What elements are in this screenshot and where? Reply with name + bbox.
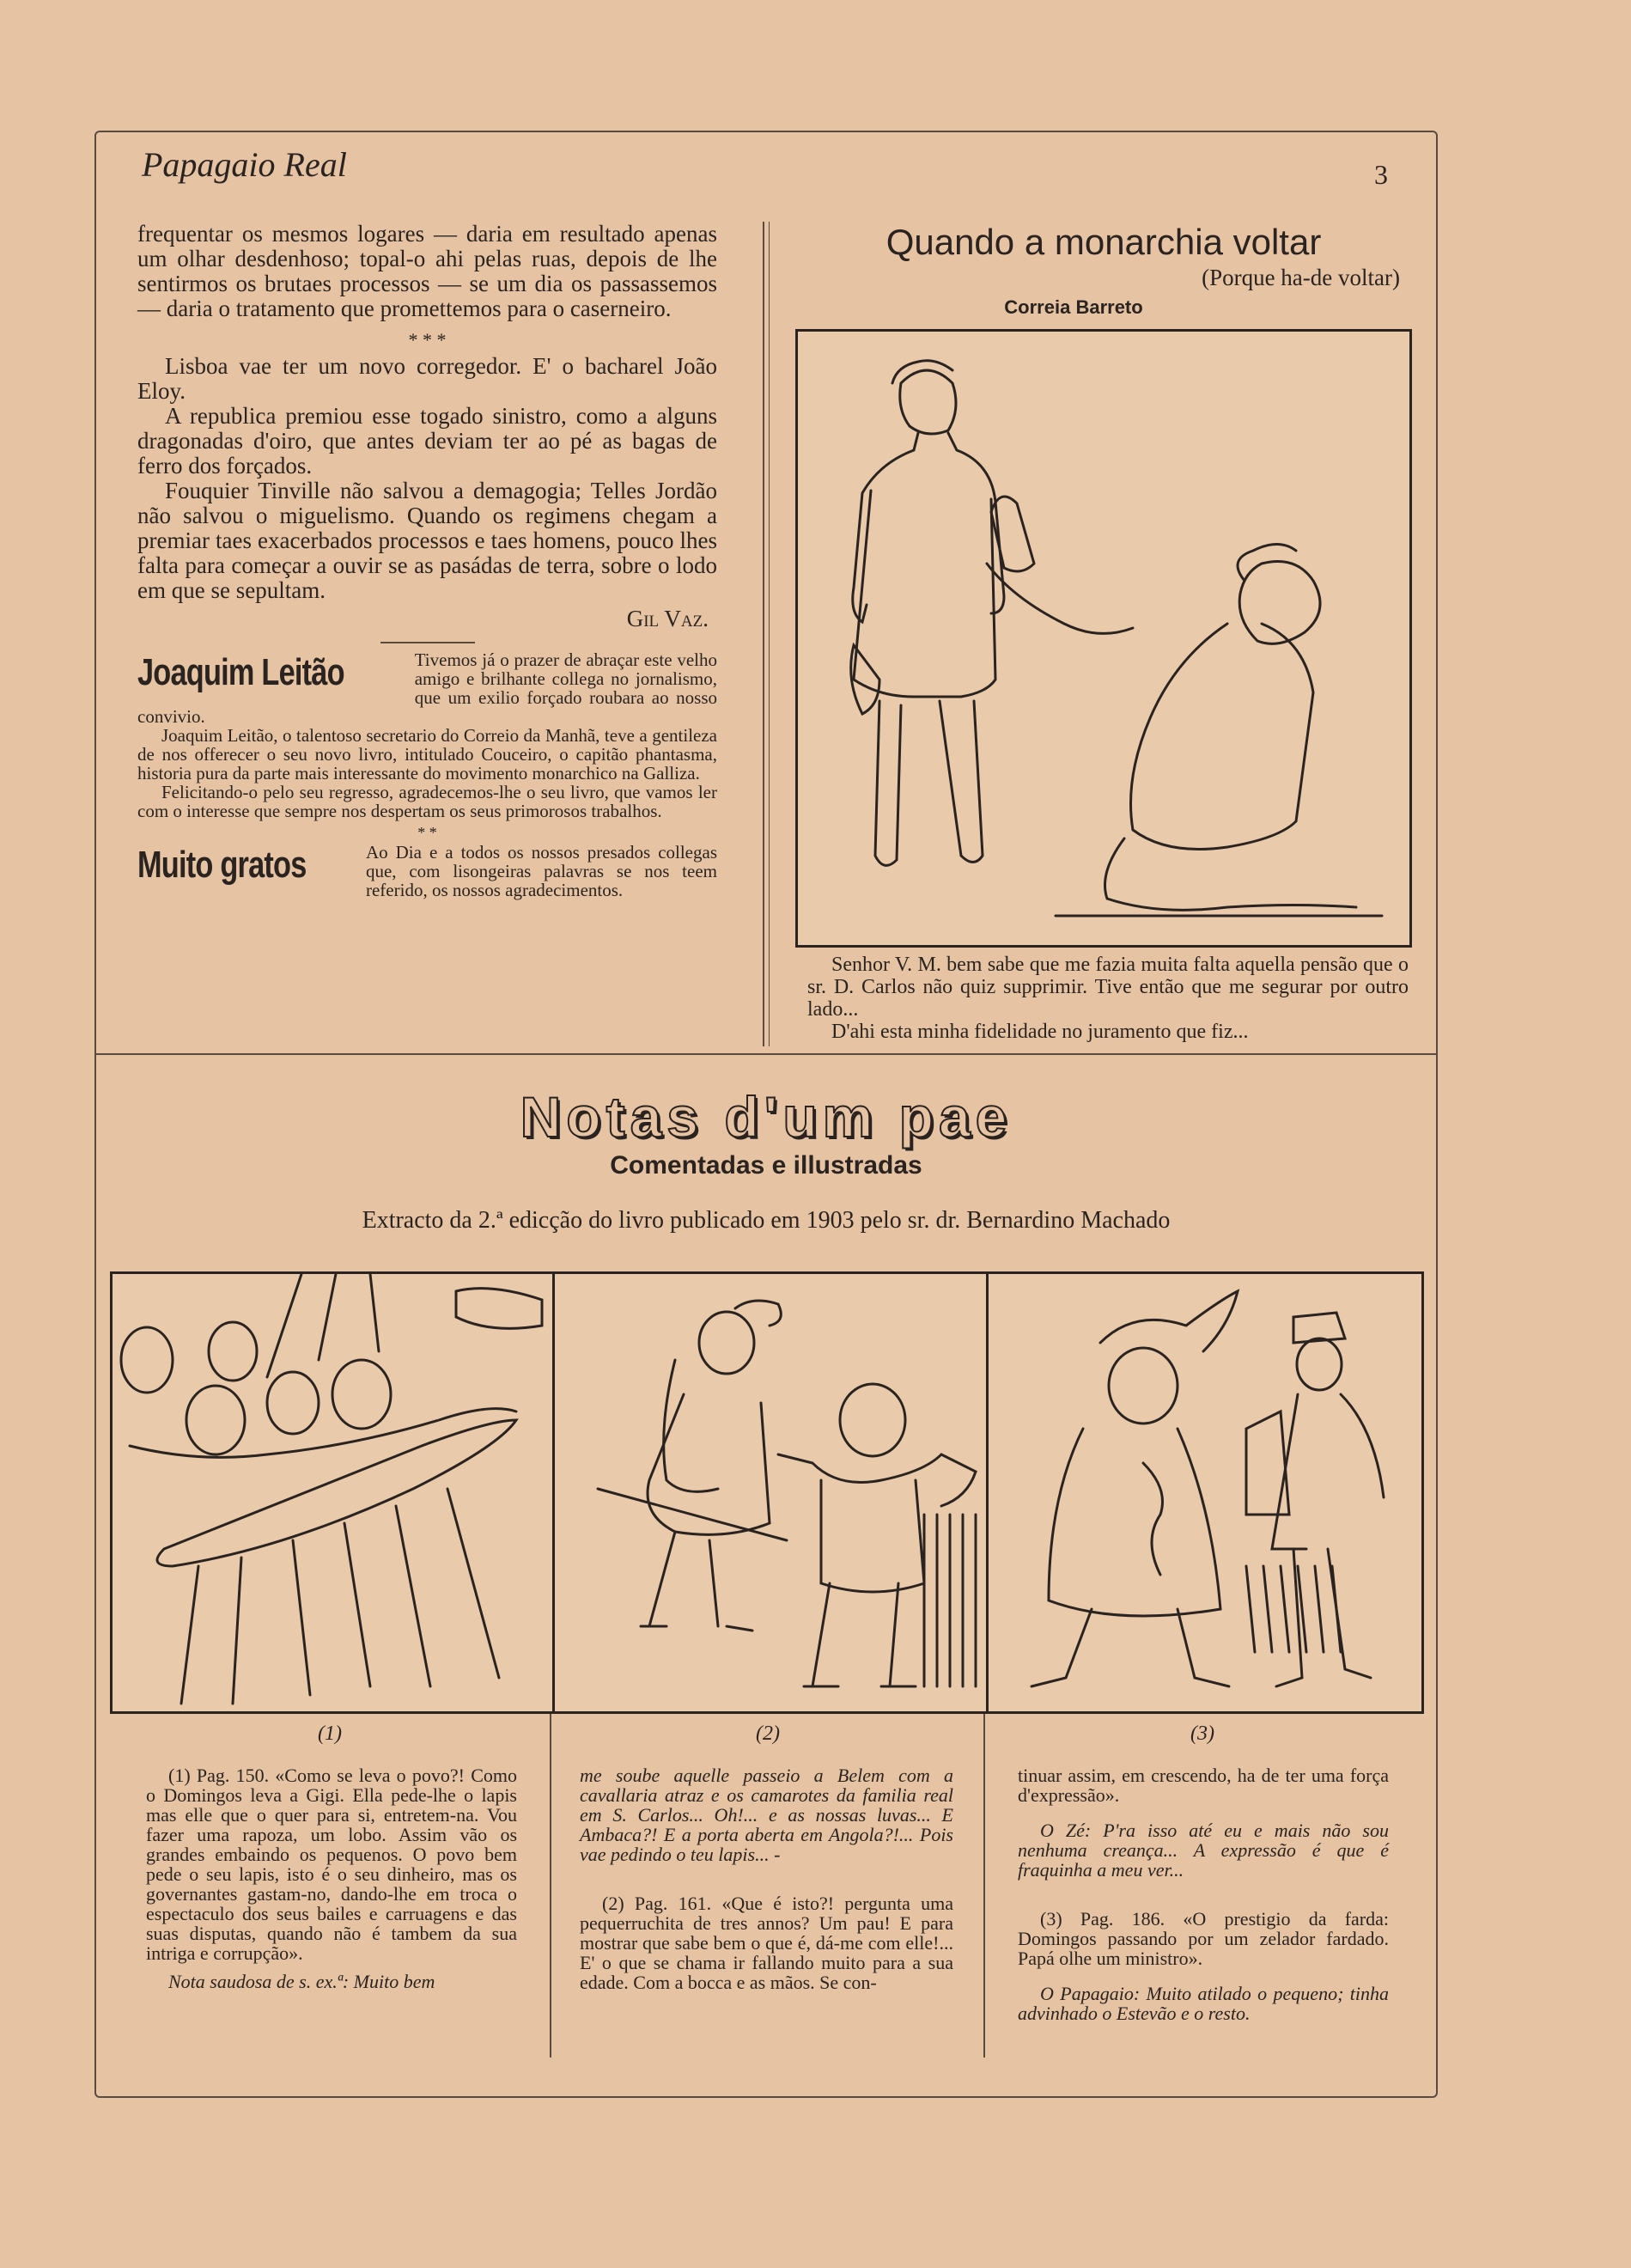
column-divider <box>983 1714 985 2058</box>
section-title: Notas d'um pae <box>520 1085 1013 1149</box>
panel-label: (2) <box>756 1722 780 1745</box>
notice-text: Felicitando-o pelo seu regresso, agradecemos-lhe o seu livro, que vamos ler com o interesse que sempre nos despertam os seus primorosos trabalhos. <box>137 782 717 821</box>
caption-text: D'ahi esta minha fidelidade no juramento que fiz... <box>831 1021 1249 1043</box>
panel-drawing <box>989 1274 1421 1711</box>
footnote-column-3 <box>1018 1765 1389 2023</box>
running-title: Papagaio Real <box>142 145 347 184</box>
section-subtitle: Comentadas e illustradas <box>610 1151 922 1180</box>
footnote-comment: me soube aquelle passeio a Belem com a cavallaria atraz e os camarotes da familia real em S. Carlos... Oh!... e as nossas luvas... E Ambaca?! E a porta aberta em Angola?!... Pois vae pedindo o teu lapis... - <box>580 1765 953 1865</box>
comic-strip <box>110 1271 1424 1714</box>
column-divider <box>763 222 764 1046</box>
cartoon-caption <box>807 954 1409 1043</box>
page-number: 3 <box>1374 159 1388 190</box>
cartoon-title: Quando a monarchia voltar <box>885 222 1322 262</box>
footnote-comment: Nota saudosa de s. ex.ª: Muito bem <box>168 1971 435 1992</box>
article-paragraph: A republica premiou esse togado sinistro, como a alguns dragonadas d'oiro, que antes deviam ter ao pé as bagas de ferro dos forçados. <box>137 403 717 479</box>
cartoon-credit: Correia Barreto <box>1004 296 1143 318</box>
divider <box>380 642 475 643</box>
cartoon-subtitle: (Porque ha-de voltar) <box>1202 265 1400 290</box>
article-paragraph: Lisboa vae ter um novo corregedor. E' o bacharel João Eloy. <box>137 353 717 404</box>
notice-heading: Muito gratos <box>137 844 307 886</box>
footnote-comment: O Zé: P'ra isso até eu e mais não sou nenhuma creança... A expressão é que é fraquinha a meu ver... <box>1018 1820 1389 1881</box>
panel-drawing <box>555 1274 986 1711</box>
cartoon-drawing <box>798 332 1409 945</box>
notice-muito-gratos <box>137 843 717 899</box>
asterism: * * <box>417 824 437 841</box>
panel-drawing <box>113 1274 552 1711</box>
cartoon-illustration <box>795 329 1412 948</box>
notice-joaquim-leitao <box>137 650 717 820</box>
comic-panel-2 <box>555 1274 986 1711</box>
column-divider <box>769 222 770 1046</box>
notice-text: Tivemos já o prazer de abraçar este velho amigo e brilhante collega no jornalismo, que um exilio forçado roubara ao nosso convivio. <box>137 649 717 727</box>
notice-heading: Joaquim Leitão <box>137 651 344 693</box>
panel-divider <box>1421 1274 1424 1711</box>
footnote-column-2 <box>580 1765 953 1992</box>
asterism: * * * <box>408 329 447 351</box>
panel-label: (1) <box>318 1722 342 1745</box>
notice-text: Joaquim Leitão, o talentoso secretario do Correio da Manhã, teve a gentileza de nos offerecer o seu novo livro, intitulado Couceiro, o capitão phantasma, historia pura da parte mais interessante do movimento monarchico na Galliza. <box>137 725 717 783</box>
notice-text: Ao Dia e a todos os nossos presados collegas que, com lisongeiras palavras se nos teem referido, os nossos agradecimentos. <box>365 842 717 900</box>
section-extract: Extracto da 2.ª edicção do livro publicado em 1903 pelo sr. dr. Bernardino Machado <box>362 1207 1171 1234</box>
column-divider <box>550 1714 551 2058</box>
caption-text: Senhor V. M. bem sabe que me fazia muita falta aquella pensão que o sr. D. Carlos não quiz supprimir. Tive então que me segurar por outro lado... <box>807 954 1409 1021</box>
footnote-text: (1) Pag. 150. «Como se leva o povo?! Como o Domingos leva a Gigi. Ella pede-lhe o lapis mas elle que o quer para si, entretem-na. Vou fazer uma rapoza, um lobo. Assim vão os grandes embaindo os pequenos. O povo bem pede o seu lapis, isto é o seu dinheiro, mas os governantes gastam-no, dando-lhe em troca o espectaculo dos seus bailes e carruagens e das suas disputas, quando não é tambem da sua intriga e corrupção». <box>146 1765 517 1964</box>
article-continuation: frequentar os mesmos logares — daria em resultado apenas um olhar desdenhoso; topal-o ahi pelas ruas, depois de lhe sentirmos os brutaes processos — se um dia os passassemos — daria o tratamento que promettemos para o caserneiro. <box>137 221 717 321</box>
left-column <box>137 222 717 899</box>
footnote-text: (3) Pag. 186. «O prestigio da farda: Domingos passando por um zelador fardado. Papá olhe um ministro». <box>1018 1908 1389 1969</box>
footnote-text: tinuar assim, em crescendo, ha de ter uma força d'expressão». <box>1018 1765 1389 1806</box>
footnote-text: (2) Pag. 161. «Que é isto?! pergunta uma pequerruchita de tres annos? Um pau! E para mostrar que sabe bem o que é, dá-me com elle!... E' o que se chama ir fallando muito para a sua edade. Com a bocca e as mãos. Se con- <box>580 1893 953 1993</box>
footnote-comment: O Papagaio: Muito atilado o pequeno; tinha advinhado o Estevão e o resto. <box>1018 1983 1389 2024</box>
footnote-column-1 <box>146 1765 517 1991</box>
comic-panel-3 <box>989 1274 1421 1711</box>
comic-panel-1 <box>113 1274 552 1711</box>
author-signature: Gil Vaz. <box>626 606 709 631</box>
section-divider <box>96 1053 1436 1055</box>
panel-label: (3) <box>1190 1722 1214 1745</box>
article-paragraph: Fouquier Tinville não salvou a demagogia; Telles Jordão não salvou o miguelismo. Quando os regimens chegam a premiar taes exacerbados processos e taes homens, pouco lhes falta para começar a ouvir se as pasádas de terra, sobre o lodo em que se sepultam. <box>137 478 717 603</box>
